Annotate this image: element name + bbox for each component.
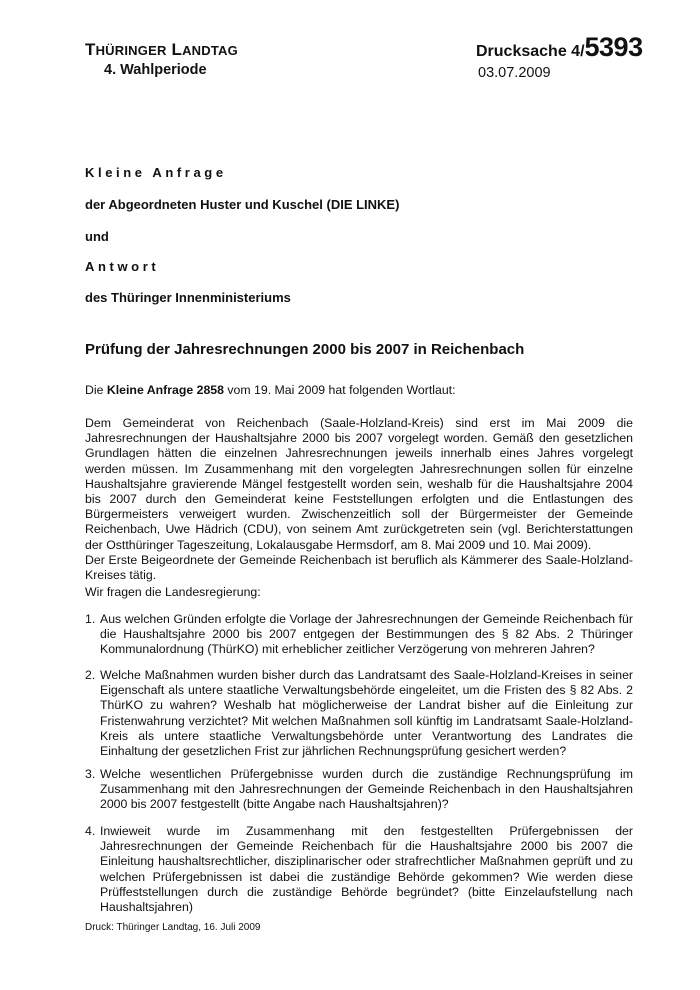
question-number: 3.	[85, 767, 96, 781]
question-item-2	[85, 668, 633, 759]
title-ministerium: des Thüringer Innenministeriums	[85, 290, 291, 305]
drucksache-number: 5393	[584, 32, 643, 62]
intro-bold: Kleine Anfrage 2858	[106, 383, 224, 397]
body-paragraph-2: Der Erste Beigeordnete der Gemeinde Reichenbach ist beruflich als Kämmerer des Saale-Holzland-Kreises tätig.	[85, 552, 633, 583]
question-text: Inwieweit wurde im Zusammenhang mit den festgestellten Prüfergebnissen der Jahresrechnungen der Gemeinde Reichenbach für die Haushaltsjahre 2000 bis 2007 die Einleitung haushaltsrechtlicher, disziplinarischer oder strafrechtlicher Maßnahmen geprüft und zu welchen Prüfergebnissen ist dabei die zuständige Behörde gekommen? Wie werden diese Prüffeststellungen durch die zuständige Behörde begründet? (bitte Einzelaufstellung nach Haushaltsjahren)	[100, 824, 633, 915]
question-item-1	[85, 612, 633, 658]
intro-line	[85, 383, 633, 398]
body-paragraph-1: Dem Gemeinderat von Reichenbach (Saale-Holzland-Kreis) sind erst im Mai 2009 die Jahresrechnungen der Haushaltsjahre 2000 bis 2007 vorgelegt worden. Gemäß den gesetzlichen Grundlagen hätten die einzelnen Jahresrechnungen jeweils innerhalb eines Jahres vorgelegt werden müssen. Im Zusammenhang mit den vorgelegten Jahresrechnungen sollen für einzelne Haushaltsjahre gravierende Mängel festgestellt worden sein, weshalb für die Haushaltsjahre 2004 bis 2007 durch den Gemeinderat keine Feststellungen erfolgten und die Entlastungen des Bürgermeisters verweigert wurden. Zwischenzeitlich soll der Bürgermeister der Gemeinde Reichenbach, Uwe Hädrich (CDU), von seinem Amt zurückgetreten sein (vgl. Berichterstattungen der Ostthüringer Tageszeitung, Lokalausgabe Hermsdorf, am 8. Mai 2009 und 10. Mai 2009).	[85, 416, 633, 552]
org-name-rest-1: HÜRINGER	[95, 43, 167, 58]
org-name-rest-2: ANDTAG	[182, 43, 238, 58]
intro-suffix: vom 19. Mai 2009 hat folgenden Wortlaut:	[223, 383, 456, 397]
document-date: 03.07.2009	[478, 65, 551, 81]
parliament-name	[85, 40, 238, 60]
question-number: 1.	[85, 612, 96, 626]
question-text: Aus welchen Gründen erfolgte die Vorlage der Jahresrechnungen der Gemeinde Reichenbach für die Haushaltsjahre 2000 bis 2007 entgegen der Bestimmungen des § 82 Abs. 2 Thüringer Kommunalordnung (ThürKO) mit erheblicher zeitlicher Verzögerung von mehreren Jahren?	[100, 612, 633, 657]
question-text: Welche wesentlichen Prüfergebnisse wurden durch die zuständige Rechnungsprüfung im Zusammenhang mit den Jahresrechnungen der Gemeinde Reichenbach in den Haushaltsjahren 2000 bis 2007 festgestellt (bitte Angabe nach Haushaltsjahren)?	[100, 767, 633, 812]
question-item-4	[85, 824, 633, 915]
question-item-3	[85, 767, 633, 813]
print-footer: Druck: Thüringer Landtag, 16. Juli 2009	[85, 922, 261, 933]
title-antwort: Antwort	[85, 259, 160, 274]
title-abgeordnete: der Abgeordneten Huster und Kuschel (DIE LINKE)	[85, 197, 400, 212]
org-name-initial-1: T	[85, 40, 96, 59]
wahlperiode: 4. Wahlperiode	[104, 62, 207, 78]
question-text: Welche Maßnahmen wurden bisher durch das Landratsamt des Saale-Holzland-Kreises in seiner Eigenschaft als untere staatliche Verwaltungsbehörde eingeleitet, um die Fristen des § 82 Abs. 2 ThürKO zu wahren? Weshalb hat möglicherweise der Landrat bisher auf die Einleitung zur Fristenwahrung verzichtet? Mit welchen Maßnahmen soll künftig im Landratsamt Saale-Holzland-Kreis als untere staatliche Verwaltungsbehörde unter Verantwortung des Landrates die Einhaltung der gesetzlichen Frist zur jährlichen Rechnungsprüfung gesichert werden?	[100, 668, 633, 759]
body-paragraphs	[85, 416, 633, 583]
intro-prefix: Die	[85, 383, 107, 397]
title-kleine-anfrage: Kleine Anfrage	[85, 165, 227, 180]
question-number: 4.	[85, 824, 96, 838]
question-intro: Wir fragen die Landesregierung:	[85, 585, 261, 599]
document-subject: Prüfung der Jahresrechnungen 2000 bis 2007 in Reichenbach	[85, 341, 525, 358]
drucksache-label: Drucksache 4/	[476, 43, 585, 60]
org-name-initial-2: L	[171, 40, 183, 59]
title-und: und	[85, 229, 109, 244]
drucksache-id	[476, 32, 643, 63]
question-number: 2.	[85, 668, 96, 682]
